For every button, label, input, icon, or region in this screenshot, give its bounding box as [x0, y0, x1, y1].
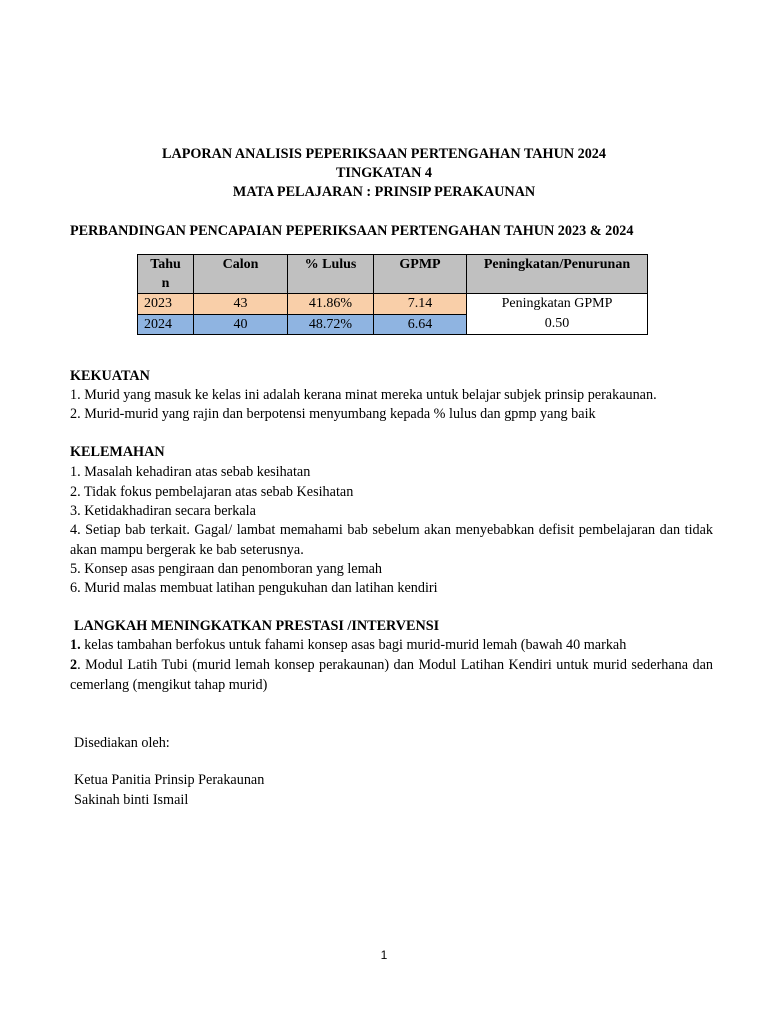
cell-calon-2023: 43: [194, 294, 288, 315]
cell-lulus-2023: 41.86%: [288, 294, 374, 315]
header-gpmp: GPMP: [374, 255, 467, 294]
page-number: 1: [380, 948, 388, 962]
kekuatan-title: KEKUATAN: [70, 368, 150, 384]
langkah-item-1: 1. kelas tambahan berfokus untuk fahami konsep asas bagi murid-murid lemah (bawah 40 markah: [70, 637, 627, 653]
report-title: LAPORAN ANALISIS PEPERIKSAAN PERTENGAHAN TAHUN 2024: [162, 146, 606, 162]
header-lulus: % Lulus: [288, 255, 374, 294]
comparison-table: [137, 254, 648, 335]
signatory-position: Ketua Panitia Prinsip Perakaunan: [74, 772, 265, 788]
cell-change: Peningkatan GPMP 0.50: [467, 294, 648, 335]
cell-lulus-2024: 48.72%: [288, 314, 374, 335]
signatory-name: Sakinah binti Ismail: [74, 792, 189, 808]
cell-calon-2024: 40: [194, 314, 288, 335]
report-subject: MATA PELAJARAN : PRINSIP PERAKAUNAN: [232, 184, 536, 200]
table-row: [138, 294, 648, 315]
cell-gpmp-2023: 7.14: [374, 294, 467, 315]
kelemahan-item-6: 6. Murid malas membuat latihan pengukuhan dan latihan kendiri: [70, 580, 438, 596]
kelemahan-item-2: 2. Tidak fokus pembelajaran atas sebab Kesihatan: [70, 484, 354, 500]
kelemahan-title: KELEMAHAN: [70, 444, 165, 460]
header-tahun: Tahu n: [138, 255, 194, 294]
cell-tahun-2023: 2023: [138, 294, 194, 315]
header-peningkatan: Peningkatan/Penurunan: [467, 255, 648, 294]
table-header-row: [138, 255, 648, 294]
kelemahan-item-3: 3. Ketidakhadiran secara berkala: [70, 503, 256, 519]
langkah-item-2: 2. Modul Latih Tubi (murid lemah konsep perakaunan) dan Modul Latihan Kendiri untuk murid sederhana dan cemerlang (mengikut tahap murid): [70, 657, 713, 693]
report-level: TINGKATAN 4: [335, 165, 433, 181]
cell-gpmp-2024: 6.64: [374, 314, 467, 335]
langkah-title: LANGKAH MENINGKATKAN PRESTASI /INTERVENSI: [74, 618, 440, 634]
kelemahan-item-5: 5. Konsep asas pengiraan dan penomboran yang lemah: [70, 561, 383, 577]
kekuatan-item-2: 2. Murid-murid yang rajin dan berpotensi menyumbang kepada % lulus dan gpmp yang baik: [70, 406, 596, 422]
kelemahan-item-1: 1. Masalah kehadiran atas sebab kesihatan: [70, 464, 311, 480]
cell-tahun-2024: 2024: [138, 314, 194, 335]
kekuatan-item-1: 1. Murid yang masuk ke kelas ini adalah kerana minat mereka untuk belajar subjek prinsip perakaunan.: [70, 387, 657, 403]
kelemahan-item-4: 4. Setiap bab terkait. Gagal/ lambat memahami bab sebelum akan menyebabkan defisit pembelajaran dan tidak akan mampu bergerak ke bab seterusnya.: [70, 522, 713, 558]
comparison-title: PERBANDINGAN PENCAPAIAN PEPERIKSAAN PERTENGAHAN TAHUN 2023 & 2024: [70, 223, 634, 239]
header-calon: Calon: [194, 255, 288, 294]
prepared-by-label: Disediakan oleh:: [74, 735, 170, 751]
